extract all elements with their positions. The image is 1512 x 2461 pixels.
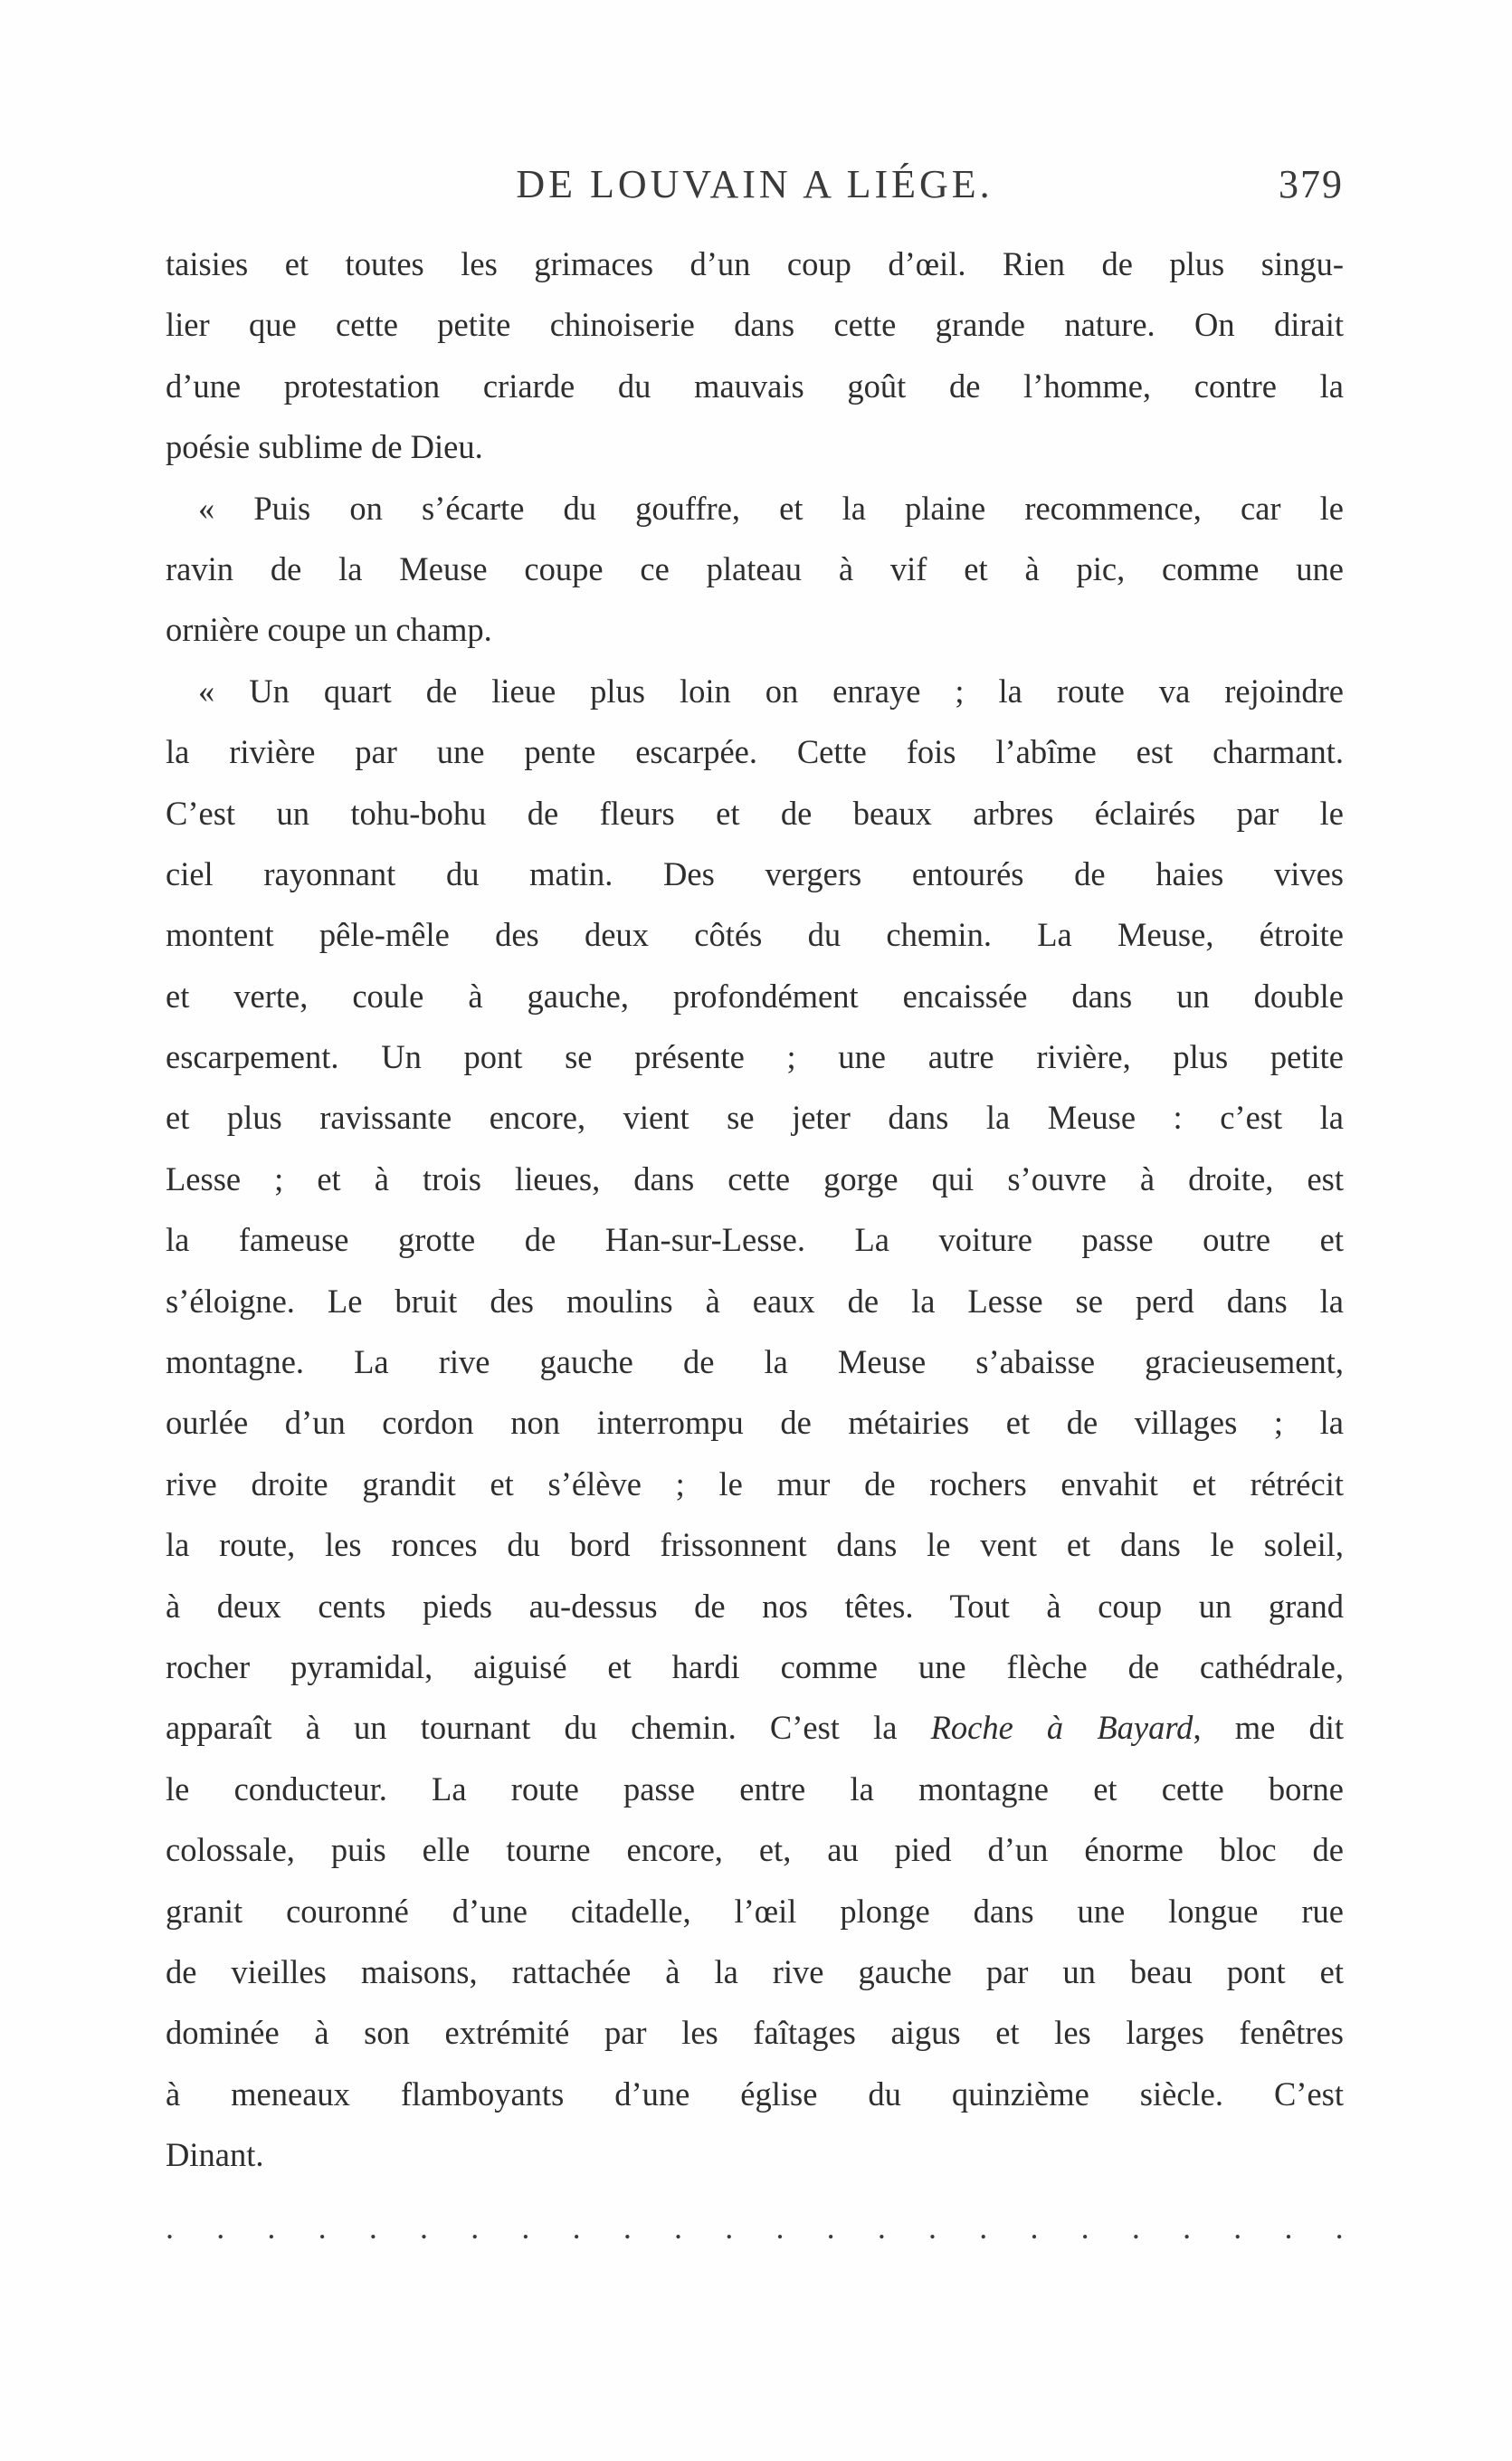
ellipsis-dot: . (521, 2209, 530, 2246)
ellipsis-dot: . (674, 2209, 683, 2246)
ellipsis-dot: . (1080, 2209, 1089, 2246)
text-line: C’est un tohu-bohu de fleurs et de beaux arbres éclairés par le (166, 794, 1344, 832)
text-segment: apparaît à un tournant du chemin. C’est la (166, 1709, 931, 1747)
text-line: ornière coupe un champ. (166, 611, 492, 649)
ellipsis-dot: . (318, 2209, 327, 2246)
ellipsis-dot: . (1335, 2209, 1344, 2246)
ellipsis-dot: . (420, 2209, 429, 2246)
text-line: la fameuse grotte de Han-sur-Lesse. La voiture passe outre et (166, 1221, 1344, 1259)
text-line: à deux cents pieds au-dessus de nos têtes. Tout à coup un grand (166, 1587, 1344, 1625)
text-segment: , me dit (1193, 1709, 1344, 1747)
italic-place-name: Roche à Bayard (930, 1709, 1193, 1747)
text-line: Dinant. (166, 2136, 264, 2174)
text-line: dominée à son extrémité par les faîtages aigus et les larges fenêtres (166, 2014, 1344, 2052)
text-line: lier que cette petite chinoiserie dans cette grande nature. On dirait (166, 306, 1344, 344)
text-line-with-italic (166, 1697, 1344, 1758)
ellipsis-dot-row (166, 2208, 1344, 2246)
ellipsis-dot: . (623, 2209, 632, 2246)
text-line: le conducteur. La route passe entre la montagne et cette borne (166, 1769, 1344, 1808)
text-line: colossale, puis elle tourne encore, et, au pied d’un énorme bloc de (166, 1831, 1344, 1869)
ellipsis-dot: . (471, 2209, 480, 2246)
ellipsis-dot: . (1030, 2209, 1039, 2246)
ellipsis-dot: . (267, 2209, 276, 2246)
running-head (166, 161, 1344, 212)
text-line: et plus ravissante encore, vient se jeter dans la Meuse : c’est la (166, 1099, 1344, 1137)
text-line: la route, les ronces du bord frissonnent dans le vent et dans le soleil, (166, 1526, 1344, 1564)
page-number: 379 (1279, 162, 1344, 206)
ellipsis-dot: . (1131, 2209, 1140, 2246)
text-line: ciel rayonnant du matin. Des vergers entourés de haies vives (166, 854, 1344, 892)
text-line: de vieilles maisons, rattachée à la rive gauche par un beau pont et (166, 1952, 1344, 1990)
text-line: rocher pyramidal, aiguisé et hardi comme une flèche de cathédrale, (166, 1647, 1344, 1685)
text-line: s’éloigne. Le bruit des moulins à eaux de la Lesse se perd dans la (166, 1282, 1344, 1320)
ellipsis-dot: . (572, 2209, 581, 2246)
ellipsis-dot: . (725, 2209, 734, 2246)
text-line: poésie sublime de Dieu. (166, 428, 483, 466)
text-line: rive droite grandit et s’élève ; le mur de rochers envahit et rétrécit (166, 1464, 1344, 1502)
text-line: taisies et toutes les grimaces d’un coup d’œil. Rien de plus singu- (166, 245, 1344, 282)
text-line: granit couronné d’une citadelle, l’œil plonge dans une longue rue (166, 1892, 1344, 1930)
body-text (166, 234, 1344, 2186)
text-line: montent pêle-mêle des deux côtés du chemin. La Meuse, étroite (166, 916, 1344, 954)
ellipsis-dot: . (368, 2209, 377, 2246)
text-line: ravin de la Meuse coupe ce plateau à vif et à pic, comme une (166, 549, 1344, 587)
ellipsis-dot: . (1233, 2209, 1242, 2246)
text-line: et verte, coule à gauche, profondément encaissée dans un double (166, 977, 1344, 1015)
ellipsis-dot: . (1183, 2209, 1192, 2246)
text-line: escarpement. Un pont se présente ; une autre rivière, plus petite (166, 1038, 1344, 1076)
text-line: Lesse ; et à trois lieues, dans cette gorge qui s’ouvre à droite, est (166, 1159, 1344, 1197)
text-line: « Puis on s’écarte du gouffre, et la plaine recommence, car le (198, 489, 1344, 527)
ellipsis-dot: . (826, 2209, 835, 2246)
running-title: DE LOUVAIN A LIÉGE. (516, 162, 994, 206)
ellipsis-dot: . (216, 2209, 225, 2246)
ellipsis-dot: . (877, 2209, 886, 2246)
text-line: montagne. La rive gauche de la Meuse s’abaisse gracieusement, (166, 1343, 1344, 1381)
ellipsis-dot: . (1284, 2209, 1293, 2246)
ellipsis-dot: . (775, 2209, 785, 2246)
text-line: d’une protestation criarde du mauvais goût de l’homme, contre la (166, 367, 1344, 405)
ellipsis-dot: . (979, 2209, 988, 2246)
ellipsis-dot: . (928, 2209, 937, 2246)
text-line: « Un quart de lieue plus loin on enraye ; la route va rejoindre (198, 672, 1344, 710)
ellipsis-dot: . (166, 2209, 174, 2246)
text-line: ourlée d’un cordon non interrompu de métairies et de villages ; la (166, 1404, 1344, 1442)
text-line: à meneaux flamboyants d’une église du quinzième siècle. C’est (166, 2075, 1344, 2113)
text-line: la rivière par une pente escarpée. Cette fois l’abîme est charmant. (166, 733, 1344, 771)
